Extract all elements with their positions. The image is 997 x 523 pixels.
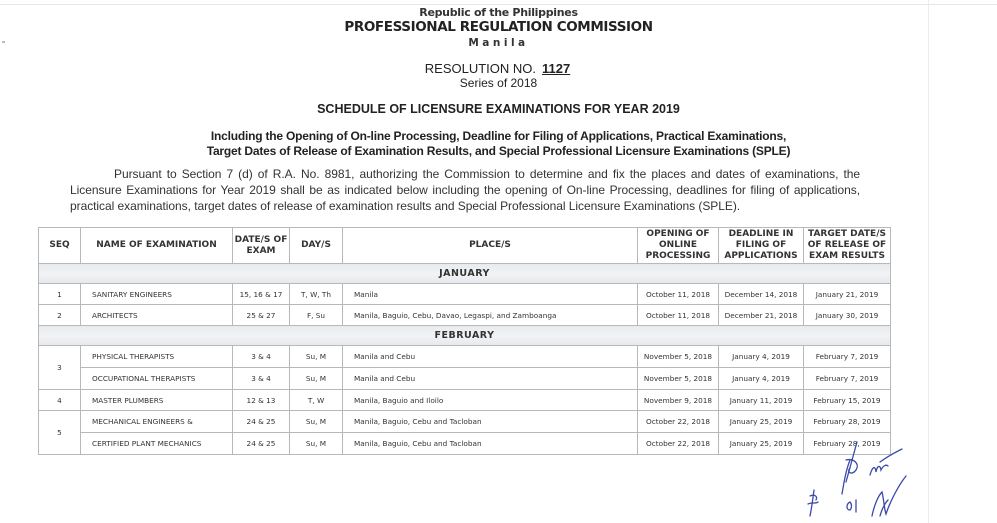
opening-cell: November 5, 2018: [638, 346, 719, 368]
city-label: Manila: [468, 37, 529, 49]
resolution-label: RESOLUTION NO.: [424, 61, 537, 76]
seq-cell: 1: [39, 284, 81, 305]
resolution-number: 1127: [542, 61, 571, 76]
table-row: [39, 305, 891, 326]
release-cell: February 15, 2019: [804, 390, 891, 411]
deadline-cell: January 25, 2019: [719, 411, 804, 433]
days-cell: F, Su: [290, 305, 343, 326]
month-row-january: [39, 264, 891, 284]
intro-paragraph: Pursuant to Section 7 (d) of R.A. No. 8981, authorizing the Commission to determine and fix the places and dates of examinations, the Licensure Examinations for Year 2019 shall be as indicated below including the opening of On-line Processing, deadlines for filing of applications, practical examinations, target dates of release of examination results and Special Professional Licensure Examinations (SPLE).: [70, 167, 860, 213]
places-cell: Manila: [343, 284, 638, 305]
month-row-february: [39, 326, 891, 346]
table-row: [39, 433, 891, 455]
days-cell: Su, M: [290, 411, 343, 433]
days-cell: Su, M: [290, 368, 343, 390]
resolution-line: [0, 61, 997, 76]
places-cell: Manila, Baguio, Cebu and Tacloban: [343, 411, 638, 433]
series-label: Series of 2018: [459, 76, 538, 90]
table-row: [39, 411, 891, 433]
page-edge-line: [0, 4, 997, 5]
document-title: SCHEDULE OF LICENSURE EXAMINATIONS FOR YEAR 2019: [317, 102, 680, 116]
days-cell: T, W: [290, 390, 343, 411]
release-cell: February 7, 2019: [804, 346, 891, 368]
days-cell: Su, M: [290, 346, 343, 368]
dates-cell: 25 & 27: [233, 305, 290, 326]
deadline-cell: January 4, 2019: [719, 368, 804, 390]
schedule-table: [38, 227, 891, 455]
dates-cell: 12 & 13: [233, 390, 290, 411]
col-header-dates: DATE/S OF EXAM: [233, 228, 290, 264]
exam-name-cell: ARCHITECTS: [81, 305, 233, 326]
table-row: [39, 284, 891, 305]
deadline-cell: January 25, 2019: [719, 433, 804, 455]
opening-cell: November 5, 2018: [638, 368, 719, 390]
exam-name-cell: OCCUPATIONAL THERAPISTS: [81, 368, 233, 390]
opening-cell: October 11, 2018: [638, 284, 719, 305]
exam-name-cell: MECHANICAL ENGINEERS &: [81, 411, 233, 433]
places-cell: Manila and Cebu: [343, 346, 638, 368]
dates-cell: 3 & 4: [233, 368, 290, 390]
deadline-cell: January 11, 2019: [719, 390, 804, 411]
exam-name-cell: CERTIFIED PLANT MECHANICS: [81, 433, 233, 455]
opening-cell: October 11, 2018: [638, 305, 719, 326]
days-cell: Su, M: [290, 433, 343, 455]
exam-name-cell: MASTER PLUMBERS: [81, 390, 233, 411]
signature-initials-icon: [780, 430, 920, 523]
month-label: JANUARY: [39, 264, 891, 284]
col-header-seq: SEQ: [39, 228, 81, 264]
opening-cell: October 22, 2018: [638, 411, 719, 433]
col-header-release: TARGET DATE/S OF RELEASE OF EXAM RESULTS: [804, 228, 891, 264]
table-header-row: [39, 228, 891, 264]
col-header-opening: OPENING OF ONLINE PROCESSING: [638, 228, 719, 264]
month-label: FEBRUARY: [39, 326, 891, 346]
dates-cell: 3 & 4: [233, 346, 290, 368]
table-row: [39, 346, 891, 368]
dates-cell: 24 & 25: [233, 411, 290, 433]
release-cell: January 30, 2019: [804, 305, 891, 326]
col-header-days: DAY/S: [290, 228, 343, 264]
opening-cell: November 9, 2018: [638, 390, 719, 411]
places-cell: Manila, Baguio and Iloilo: [343, 390, 638, 411]
seq-cell: 3: [39, 346, 81, 390]
opening-cell: October 22, 2018: [638, 433, 719, 455]
dates-cell: 24 & 25: [233, 433, 290, 455]
seq-cell: 5: [39, 411, 81, 455]
deadline-cell: December 14, 2018: [719, 284, 804, 305]
agency-name: PROFESSIONAL REGULATION COMMISSION: [344, 19, 653, 35]
dates-cell: 15, 16 & 17: [233, 284, 290, 305]
exam-name-cell: PHYSICAL THERAPISTS: [81, 346, 233, 368]
table-row: [39, 368, 891, 390]
places-cell: Manila and Cebu: [343, 368, 638, 390]
days-cell: T, W, Th: [290, 284, 343, 305]
col-header-name: NAME OF EXAMINATION: [81, 228, 233, 264]
col-header-deadline: DEADLINE IN FILING OF APPLICATIONS: [719, 228, 804, 264]
col-header-places: PLACE/S: [343, 228, 638, 264]
document-subtitle: [0, 129, 997, 159]
places-cell: Manila, Baguio, Cebu, Davao, Legaspi, and Zamboanga: [343, 305, 638, 326]
seq-cell: 2: [39, 305, 81, 326]
subtitle-line-2: Target Dates of Release of Examination Results, and Special Professional Licensure Examinations (SPLE): [206, 144, 791, 158]
exam-name-cell: SANITARY ENGINEERS: [81, 284, 233, 305]
deadline-cell: December 21, 2018: [719, 305, 804, 326]
republic-label: Republic of the Philippines: [419, 6, 578, 19]
deadline-cell: January 4, 2019: [719, 346, 804, 368]
places-cell: Manila, Baguio, Cebu and Tacloban: [343, 433, 638, 455]
seq-cell: 4: [39, 390, 81, 411]
release-cell: February 7, 2019: [804, 368, 891, 390]
release-cell: February 28, 2019: [804, 411, 891, 433]
release-cell: January 21, 2019: [804, 284, 891, 305]
subtitle-line-1: Including the Opening of On-line Processing, Deadline for Filing of Applications, Practical Examinations,: [210, 129, 787, 143]
release-cell: February 28, 2019: [804, 433, 891, 455]
table-row: [39, 390, 891, 411]
